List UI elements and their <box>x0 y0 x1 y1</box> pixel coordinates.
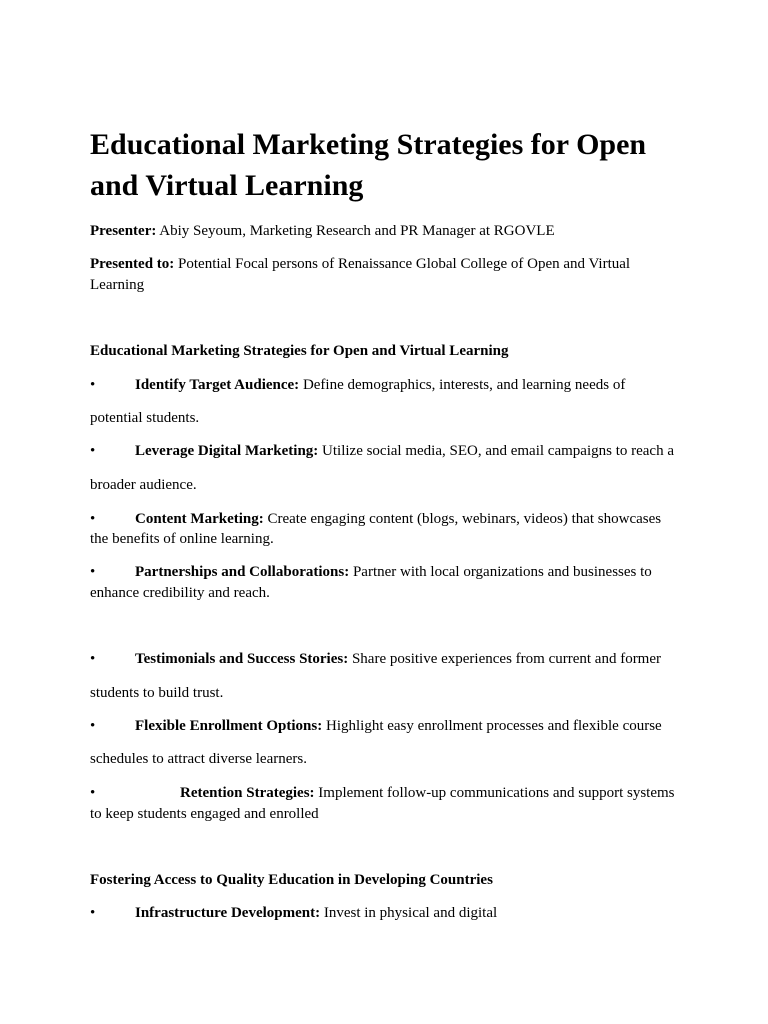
item-text: Invest in physical and digital <box>323 905 498 921</box>
item-text: Partner with local organizations and businesses to <box>352 564 652 580</box>
bullet-icon: • <box>90 564 96 580</box>
item-label: Infrastructure Development: <box>135 905 321 921</box>
list-item-continuation: the benefits of online learning. <box>90 531 274 547</box>
bullet-icon: • <box>90 443 96 459</box>
bullet-icon: • <box>90 377 96 393</box>
presenter-line <box>90 221 690 241</box>
document-title: Educational Marketing Strategies for Open and Virtual Learning <box>90 128 647 202</box>
item-text: Share positive experiences from current and former <box>351 651 662 667</box>
presented-to-line-2 <box>90 275 690 295</box>
section-heading-marketing: Educational Marketing Strategies for Open and Virtual Learning <box>90 343 509 359</box>
item-label: Leverage Digital Marketing: <box>135 443 319 459</box>
list-item-target-audience <box>90 375 690 395</box>
presenter-text: Abiy Seyoum, Marketing Research and PR Manager at RGOVLE <box>159 223 555 239</box>
item-label: Retention Strategies: <box>180 785 315 801</box>
list-item-partnerships <box>90 562 690 582</box>
list-item-digital-marketing <box>90 441 690 461</box>
item-label: Testimonials and Success Stories: <box>135 651 349 667</box>
presented-to-label: Presented to: <box>90 256 175 272</box>
list-item-infrastructure <box>90 903 690 923</box>
item-text: Create engaging content (blogs, webinars, videos) that showcases <box>267 511 662 527</box>
bullet-icon: • <box>90 511 96 527</box>
presenter-label: Presenter: <box>90 223 157 239</box>
presented-to-text-cont: Learning <box>90 277 145 293</box>
bullet-icon: • <box>90 718 96 734</box>
presented-to-text: Potential Focal persons of Renaissance Global College of Open and Virtual <box>178 256 631 272</box>
bullet-icon: • <box>90 651 96 667</box>
presented-to-line <box>90 254 690 274</box>
list-item-continuation: to keep students engaged and enrolled <box>90 806 319 822</box>
list-item-content-marketing <box>90 509 690 529</box>
item-text: Highlight easy enrollment processes and flexible course <box>325 718 662 734</box>
item-label: Partnerships and Collaborations: <box>135 564 350 580</box>
list-item-continuation: students to build trust. <box>90 685 224 701</box>
list-item-flexible-enrollment <box>90 716 690 736</box>
item-text: Implement follow-up communications and support systems <box>318 785 675 801</box>
item-text: Utilize social media, SEO, and email campaigns to reach a <box>322 443 674 459</box>
list-item-retention <box>90 783 690 803</box>
bullet-icon: • <box>90 905 96 921</box>
list-item-continuation: potential students. <box>90 410 200 426</box>
bullet-icon: • <box>90 785 96 801</box>
list-item-testimonials <box>90 649 690 669</box>
item-label: Content Marketing: <box>135 511 264 527</box>
list-item-continuation: broader audience. <box>90 477 197 493</box>
list-item-continuation: schedules to attract diverse learners. <box>90 751 307 767</box>
item-label: Identify Target Audience: <box>135 377 300 393</box>
list-item-continuation: enhance credibility and reach. <box>90 585 270 601</box>
item-label: Flexible Enrollment Options: <box>135 718 323 734</box>
item-text: Define demographics, interests, and learning needs of <box>302 377 626 393</box>
section-heading-access: Fostering Access to Quality Education in Developing Countries <box>90 872 493 888</box>
